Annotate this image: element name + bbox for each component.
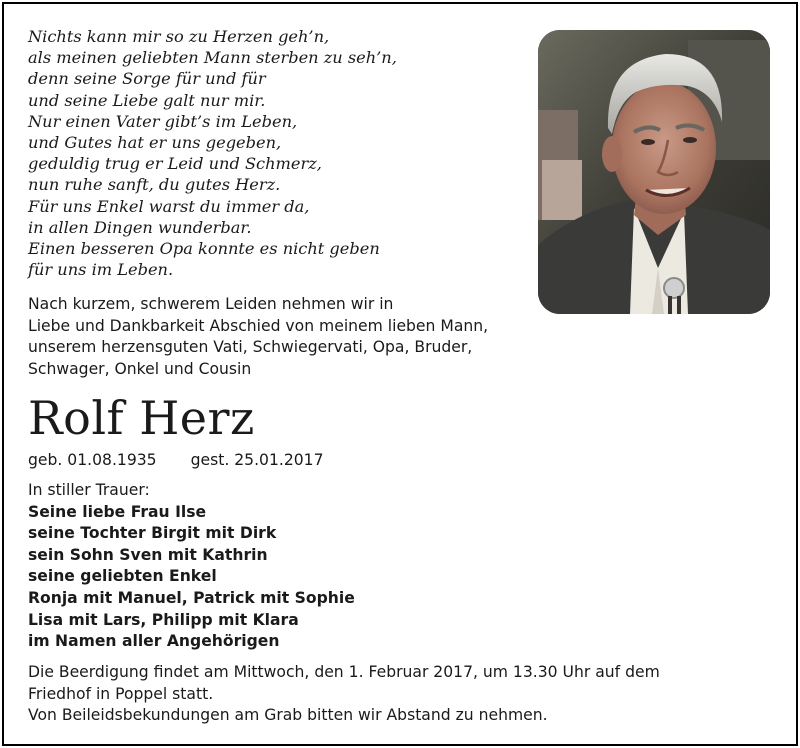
poem-line: und Gutes hat er uns gegeben, [28,133,282,153]
poem-line: Einen besseren Opa konnte es nicht geben [28,239,380,259]
life-dates [28,450,324,471]
intro-line: unserem herzensguten Vati, Schwiegervati, Opa, Bruder, [28,338,473,356]
memorial-poem [28,26,528,280]
poem-line: geduldig trug er Leid und Schmerz, [28,154,322,174]
intro-line: Schwager, Onkel und Cousin [28,359,252,378]
intro-text [28,294,548,380]
funeral-line: Von Beileidsbekundungen am Grab bitten wir Abstand zu nehmen. [28,706,548,724]
poem-line: und seine Liebe galt nur mir. [28,90,266,110]
deceased-name: Rolf Herz [28,391,255,445]
poem-line: Nichts kann mir so zu Herzen geh’n, [28,27,330,46]
mourner-line: sein Sohn Sven mit Kathrin [28,545,268,564]
mourner-line: Lisa mit Lars, Philipp mit Klara [28,610,299,629]
intro-line: Nach kurzem, schwerem Leiden nehmen wir in [28,295,394,313]
mourner-line: Ronja mit Manuel, Patrick mit Sophie [28,588,355,607]
poem-line: Für uns Enkel warst du immer da, [28,196,310,216]
funeral-notice [28,662,768,727]
funeral-line: Die Beerdigung findet am Mittwoch, den 1. Februar 2017, um 13.30 Uhr auf dem [28,663,660,681]
birth-date: geb. 01.08.1935 [28,451,157,469]
mourners-block [28,480,548,653]
portrait-photo [538,30,770,314]
poem-line: Nur einen Vater gibt’s im Leben, [28,111,298,131]
intro-line: Liebe und Dankbarkeit Abschied von meinem lieben Mann, [28,316,489,335]
funeral-line: Friedhof in Poppel statt. [28,684,214,703]
mourner-line: Seine liebe Frau Ilse [28,502,207,521]
poem-line: denn seine Sorge für und für [28,69,266,89]
poem-line: nun ruhe sanft, du gutes Herz. [28,175,281,195]
poem-line: als meinen geliebten Mann sterben zu seh’n, [28,48,397,68]
poem-line: in allen Dingen wunderbar. [28,217,252,237]
mourner-line: seine Tochter Birgit mit Dirk [28,524,277,543]
poem-line: für uns im Leben. [28,260,174,280]
mourning-heading: In stiller Trauer: [28,481,150,499]
portrait-photo-icon [538,30,770,314]
death-date: gest. 25.01.2017 [190,451,324,469]
mourner-line: seine geliebten Enkel [28,567,217,586]
mourner-line: im Namen aller Angehörigen [28,632,280,651]
